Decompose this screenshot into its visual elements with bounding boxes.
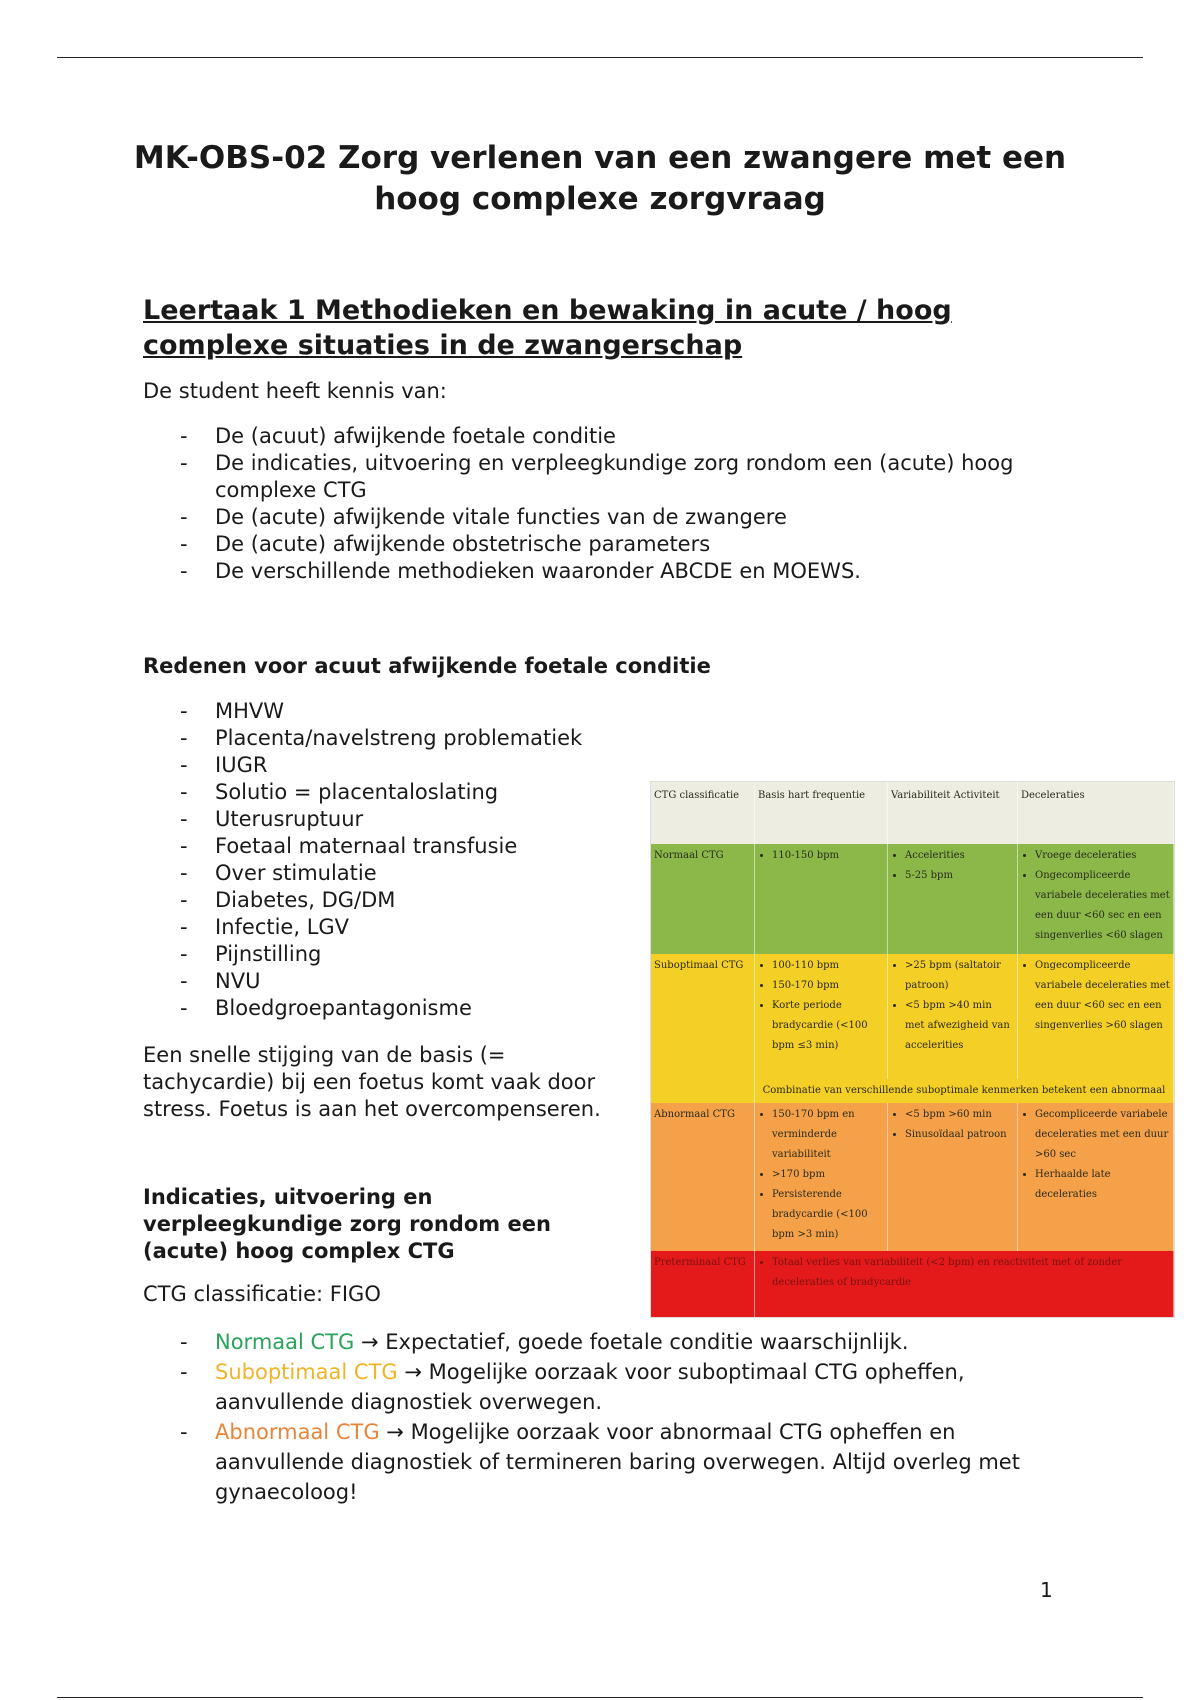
table-cell-item: • Sinusoïdaal patroon [905,1125,1014,1145]
suboptimaal-label: Suboptimaal CTG [215,1360,398,1384]
list-item: - Over stimulatie [180,860,630,887]
indicaties-heading: Indicaties, uitvoering en verpleegkundige zorg rondom een (acute) hoog complex CTG [143,1185,551,1263]
table-cell-item: • Accelerities [905,846,1014,866]
list-item: - Bloedgroepantagonisme [180,995,630,1022]
normaal-label: Normaal CTG [215,1330,355,1354]
list-item: - Uterusruptuur [180,806,630,833]
table-cell [1018,954,1174,1079]
table-cell-item: • 5-25 bpm [905,866,1014,886]
table-cell-item: • Persisterende bradycardie (<100 bpm >3 min) [772,1185,884,1245]
leertaak-intro: De student heeft kennis van: [143,379,447,403]
page-title: MK-OBS-02 Zorg verlenen van een zwangere met een hoog complexe zorgvraag [133,140,1067,217]
list-item: - MHVW [180,698,630,725]
table-cell-item: • Ongecompliceerde variabele deceleraties met een duur <60 sec en een singenverlies >60 slagen [1035,956,1170,1036]
abnormaal-text: Mogelijke oorzaak voor abnormaal CTG opheffen en aanvullende diagnostiek of termineren baring overwegen. Altijd overleg met gynaecoloog! [215,1420,1020,1504]
tachycardie-paragraph: Een snelle stijging van de basis (= tachycardie) bij een foetus komt vaak door stress. Foetus is aan het overcompenseren. [143,1043,601,1121]
table-cell-item: • Vroege deceleraties [1035,846,1170,866]
table-cell-item: • >170 bpm [772,1165,884,1185]
list-item [180,1327,1040,1357]
ctg-classification-table [650,781,1175,1318]
table-cell-item: • Herhaalde late deceleraties [1035,1165,1170,1205]
leertaak-heading: Leertaak 1 Methodieken en bewaking in acute / hoog complexe situaties in de zwangerschap [143,295,952,361]
arrow-icon: → [360,1330,379,1354]
arrow-icon: → [404,1360,422,1384]
suboptimaal-row-label: Suboptimaal CTG [651,954,755,1103]
list-item: - Foetaal maternaal transfusie [180,833,630,860]
table-cell [755,1251,1174,1317]
list-item [180,1417,1040,1507]
table-cell-item: • 150-170 bpm [772,976,884,996]
normaal-text: Expectatief, goede foetale conditie waarschijnlijk. [378,1330,909,1354]
table-cell [888,1103,1018,1251]
ctg-classificatie-label: CTG classificatie: FIGO [143,1282,381,1306]
table-cell-item: • 100-110 bpm [772,956,884,976]
table-cell [755,1103,888,1251]
suboptimaal-combinatie: Combinatie van verschillende suboptimale kenmerken betekent een abnormaal [755,1079,1174,1103]
list-item: - Pijnstilling [180,941,630,968]
table-cell-item: • Korte periode bradycardie (<100 bpm ≤3 min) [772,996,884,1056]
list-item: - De (acute) afwijkende obstetrische parameters [180,531,1030,558]
suboptimaal-text: Mogelijke oorzaak voor suboptimaal CTG opheffen, aanvullende diagnostiek overwegen. [215,1360,965,1414]
abnormaal-label: Abnormaal CTG [215,1420,380,1444]
list-item [180,1357,1040,1417]
list-item: - De verschillende methodieken waaronder ABCDE en MOEWS. [180,558,1030,585]
table-cell-item: • Gecompliceerde variabele deceleraties met een duur >60 sec [1035,1105,1170,1165]
list-item: - De indicaties, uitvoering en verpleegkundige zorg rondom een (acute) hoog complexe CTG [180,450,1030,504]
table-cell-item: • 110-150 bpm [772,846,884,866]
normaal-row-label: Normaal CTG [651,844,755,954]
table-cell [1018,844,1174,954]
table-cell [755,954,888,1079]
bottom-rule [57,1697,1143,1698]
table-header: Variabiliteit Activiteit [888,782,1018,844]
table-cell-item: • <5 bpm >40 min met afwezigheid van accelerities [905,996,1014,1056]
top-rule [57,57,1143,58]
table-cell-item: • 150-170 bpm en verminderde variabiliteit [772,1105,884,1165]
ctg-outcomes-list [180,1327,1040,1507]
list-item: - Infectie, LGV [180,914,630,941]
preterminaal-row-label: Preterminaal CTG [651,1251,755,1317]
table-cell-item: • Totaal verlies van variabiliteit (<2 bpm) en reactiviteit met of zonder deceleraties of bradycardie [772,1253,1170,1293]
table-header: Deceleraties [1018,782,1174,844]
arrow-icon: → [386,1420,404,1444]
abnormaal-row-label: Abnormaal CTG [651,1103,755,1251]
list-item: - IUGR [180,752,630,779]
table-cell-item: • Ongecompliceerde variabele deceleraties met een duur <60 sec en een singenverlies <60 slagen [1035,866,1170,946]
list-item: - Solutio = placentaloslating [180,779,630,806]
redenen-heading: Redenen voor acuut afwijkende foetale conditie [143,654,711,678]
page-number: 1 [1040,1578,1053,1602]
table-cell-item: • <5 bpm >60 min [905,1105,1014,1125]
leertaak-list [180,423,1030,585]
table-cell [888,954,1018,1079]
list-item: - Diabetes, DG/DM [180,887,630,914]
table-cell [1018,1103,1174,1251]
table-cell [755,844,888,954]
table-cell [888,844,1018,954]
list-item: - NVU [180,968,630,995]
list-item: - De (acuut) afwijkende foetale conditie [180,423,1030,450]
table-header: CTG classificatie [651,782,755,844]
table-cell-item: • >25 bpm (saltatoir patroon) [905,956,1014,996]
list-item: - De (acute) afwijkende vitale functies van de zwangere [180,504,1030,531]
redenen-list [180,698,630,1022]
table-header: Basis hart frequentie [755,782,888,844]
list-item: - Placenta/navelstreng problematiek [180,725,630,752]
